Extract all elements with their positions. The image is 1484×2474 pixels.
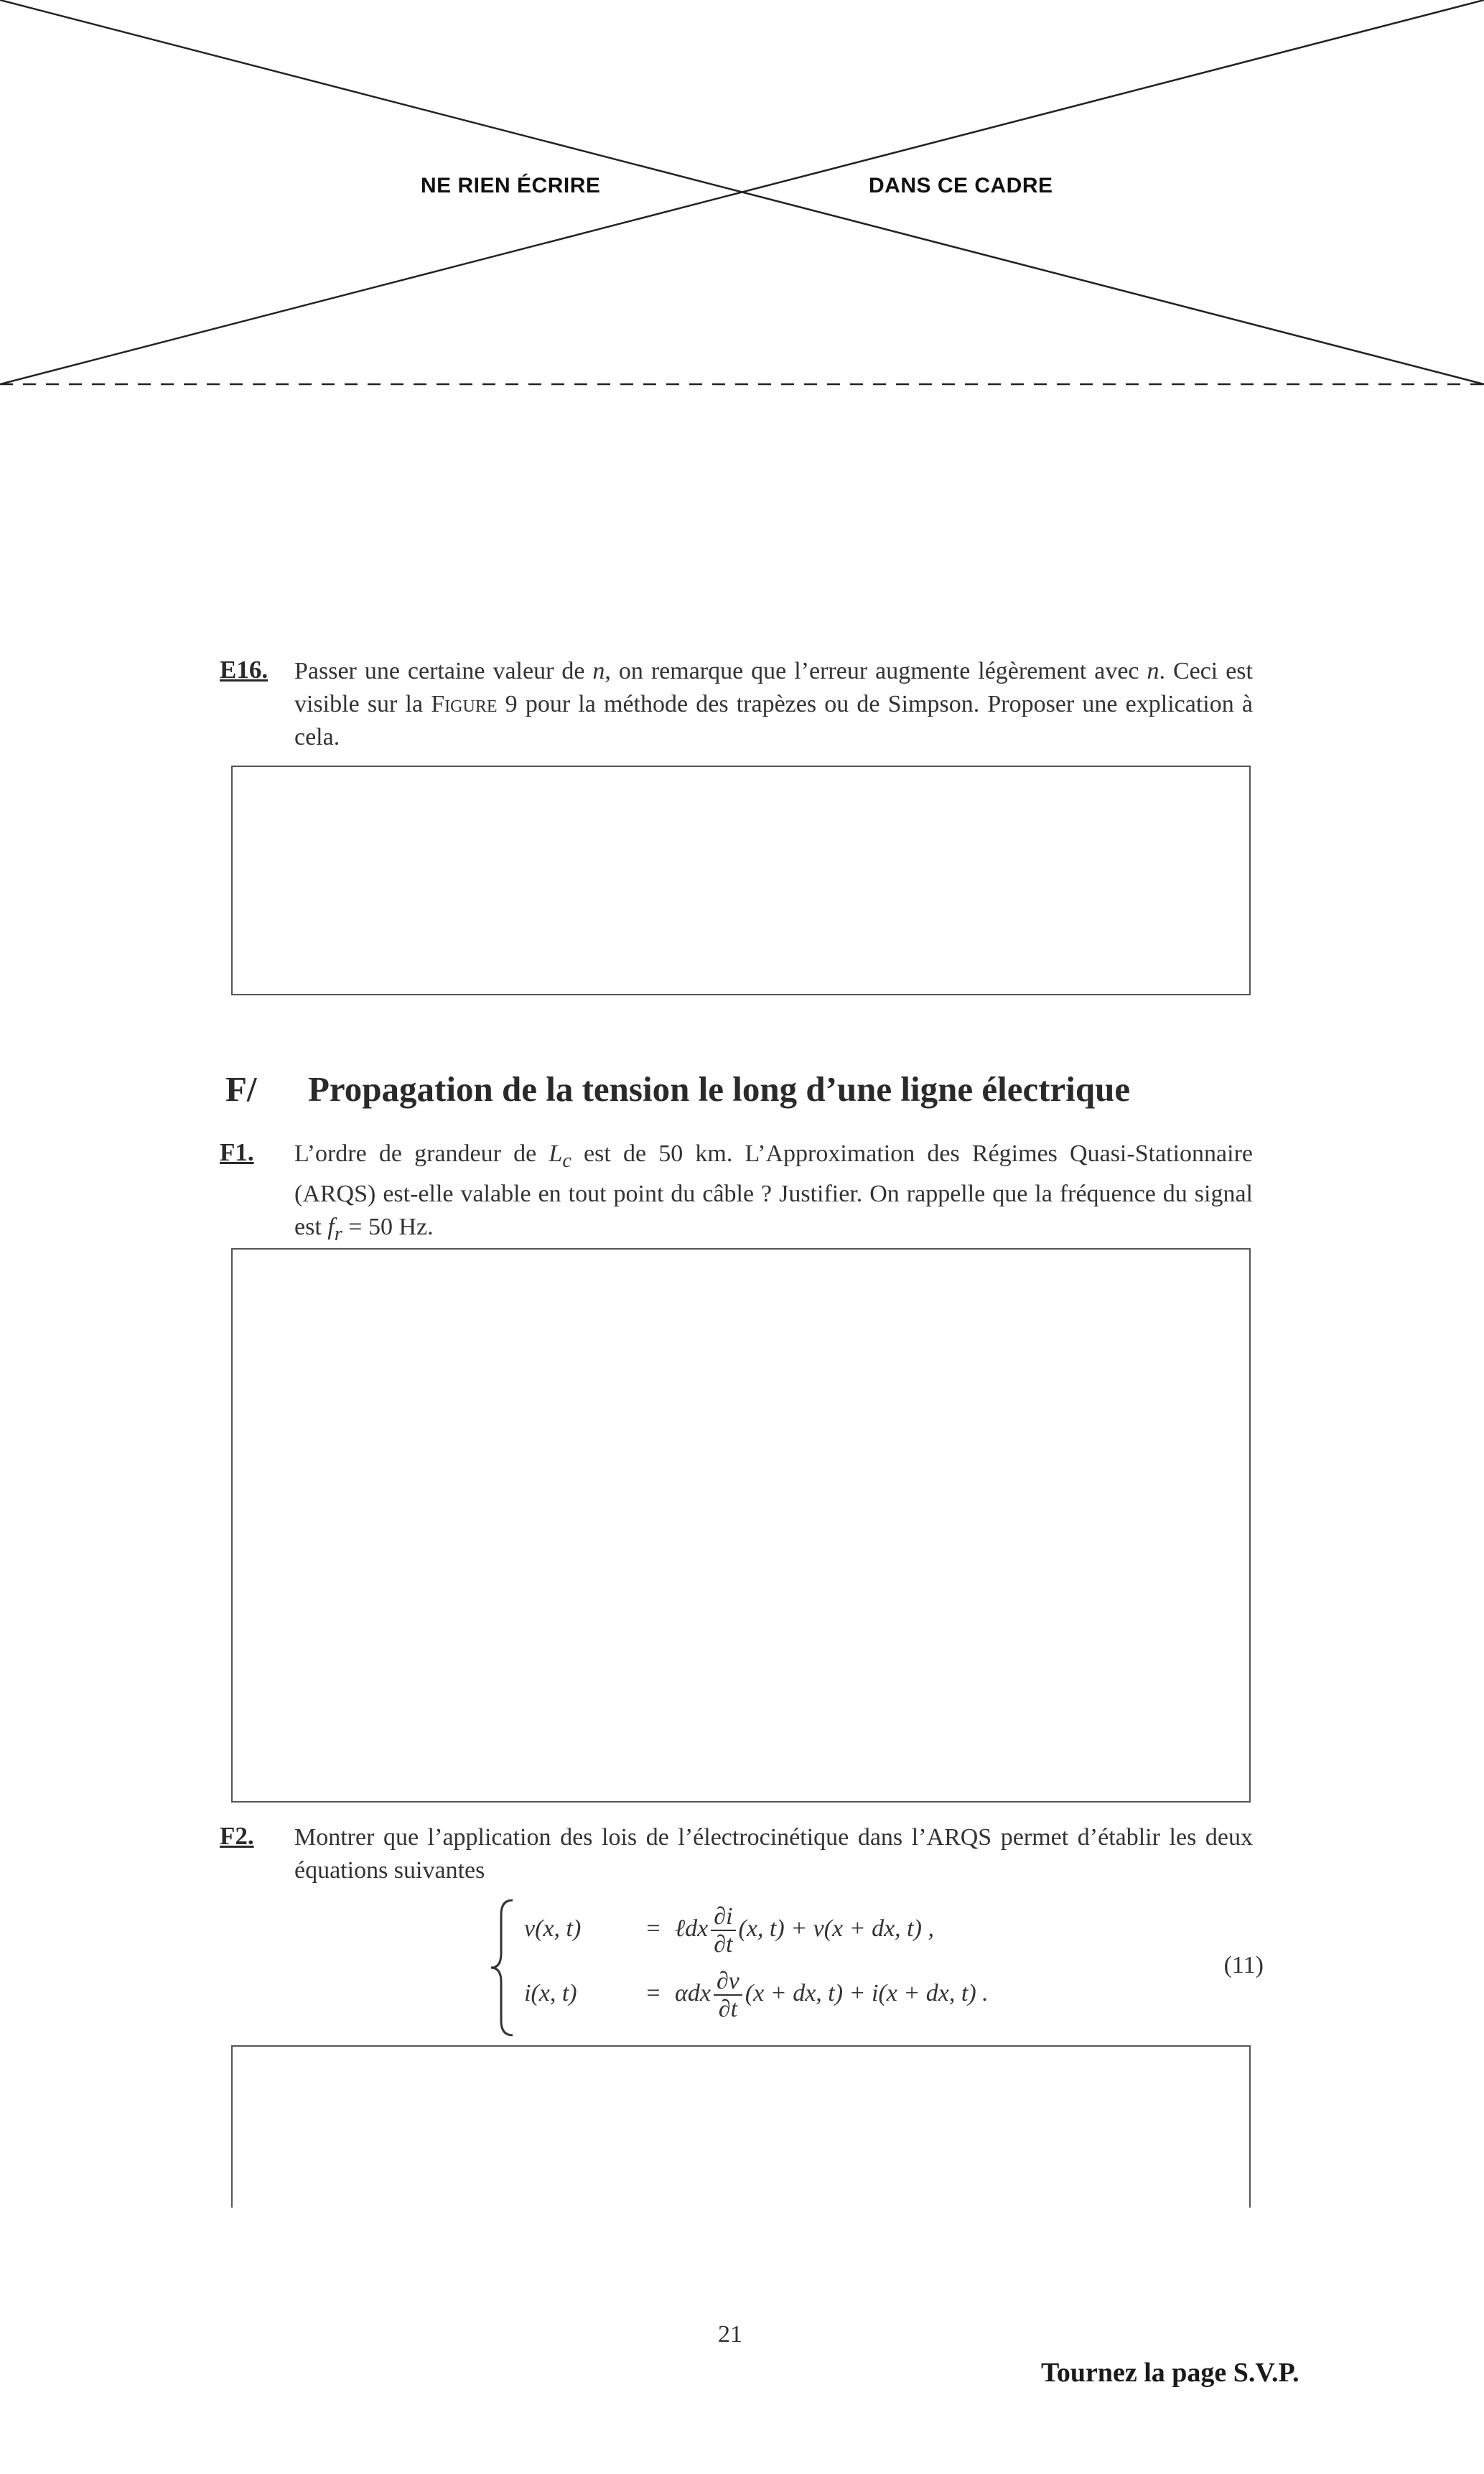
section-title: [225, 1069, 1130, 1110]
answer-box-f2[interactable]: [231, 2045, 1251, 2208]
section-number: F/: [225, 1069, 257, 1109]
question-text-f1: L’ordre de grandeur de $L_c$ est de 50 km. L’Approximation des Régimes Quasi-Stationnaire (ARQS) est-elle valable en tout point du câble ? Justifier. On rappelle que la fréquence du signal est $f_r = 50$ Hz.: [294, 1140, 1253, 1245]
answer-box-e16[interactable]: [231, 766, 1251, 995]
equation-system: [488, 1896, 1264, 2040]
section-heading: Propagation de la tension le long d’une ligne électrique: [308, 1069, 1131, 1109]
left-brace: [488, 1897, 517, 2038]
page-number: 21: [718, 2321, 742, 2348]
frame-label-left: NE RIEN ÉCRIRE: [421, 174, 601, 197]
question-number-f2: F2.: [220, 1822, 254, 1850]
question-number-f1: F1.: [220, 1138, 254, 1166]
equation-2: i(x, t) = αdx $\frac{\partial v}{\partial t}$ (x + dx, t) + i(x + dx, t) .: [524, 1968, 989, 2023]
turn-page-note: Tournez la page S.V.P.: [1041, 2358, 1299, 2388]
answer-box-f1[interactable]: [231, 1248, 1251, 1803]
equation-label: (11): [1223, 1952, 1264, 1978]
question-number-e16: E16.: [220, 656, 269, 684]
equation-1: v(x, t) = ℓdx $\frac{\partial i}{\partial t}$ (x, t) + v(x + dx, t) ,: [524, 1903, 934, 1958]
frame-label-right: DANS CE CADRE: [869, 174, 1053, 197]
question-text-f2: Montrer que l’application des lois de l’électrocinétique dans l’ARQS permet d’établir les deux équations suivantes: [294, 1824, 1253, 1884]
do-not-write-frame: [0, 0, 1484, 388]
question-text-e16: Passer une certaine valeur de n, on remarque que l’erreur augmente légèrement avec n. Ceci est visible sur la Figure 9 pour la méthode des trapèzes ou de Simpson. Proposer une explication à cela.: [294, 658, 1253, 750]
